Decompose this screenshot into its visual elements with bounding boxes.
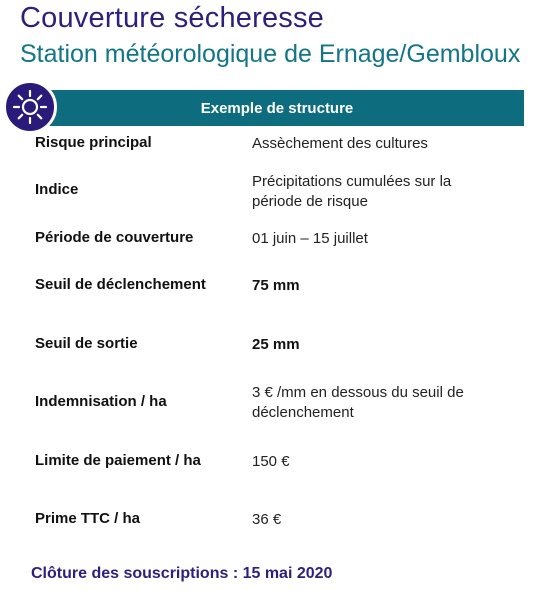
row-label-periode-couverture: Période de couverture xyxy=(35,229,194,246)
structure-header-label: Exemple de structure xyxy=(200,99,354,117)
structure-header-bar xyxy=(30,90,524,126)
row-value-indemnisation: 3 € /mm en dessous du seuil de déclenchement xyxy=(252,384,464,421)
row-value-limite-paiement: 150 € xyxy=(252,453,290,470)
row-label-seuil-sortie: Seuil de sortie xyxy=(35,335,138,352)
row-label-seuil-declenchement: Seuil de déclenchement xyxy=(35,276,206,293)
page-subtitle: Station météorologique de Ernage/Gembloux xyxy=(20,40,521,68)
row-label-risque-principal: Risque principal xyxy=(35,134,152,151)
row-value-periode-couverture: 01 juin – 15 juillet xyxy=(252,230,368,247)
row-value-prime-ttc: 36 € xyxy=(252,511,282,528)
row-value-risque-principal: Assèchement des cultures xyxy=(252,135,428,152)
closing-date-note: Clôture des souscriptions : 15 mai 2020 xyxy=(31,565,333,582)
row-value-indice: Précipitations cumulées sur la période de risque xyxy=(252,173,452,210)
page-title: Couverture sécheresse xyxy=(20,2,325,34)
row-label-prime-ttc: Prime TTC / ha xyxy=(35,510,141,527)
row-label-limite-paiement: Limite de paiement / ha xyxy=(35,452,201,469)
row-label-indemnisation: Indemnisation / ha xyxy=(35,393,167,410)
sun-badge xyxy=(3,80,57,134)
sun-icon xyxy=(11,88,49,126)
row-value-seuil-sortie: 25 mm xyxy=(252,336,300,353)
row-value-seuil-declenchement: 75 mm xyxy=(252,277,300,294)
row-label-indice: Indice xyxy=(35,181,79,198)
